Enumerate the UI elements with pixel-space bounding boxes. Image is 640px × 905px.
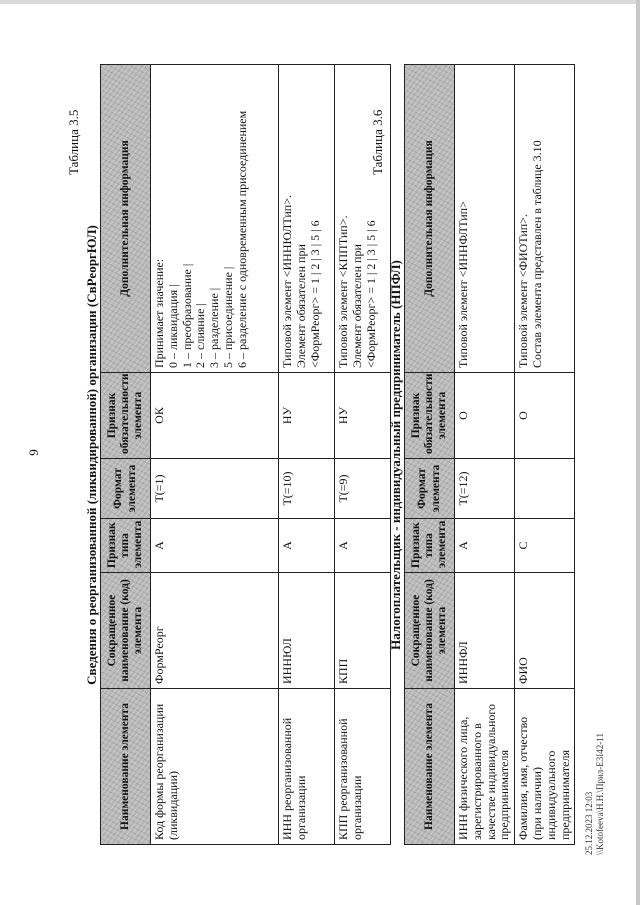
- element-name-cell: КПП реорганизованной организации: [335, 689, 391, 845]
- table-row: [279, 65, 335, 845]
- column-header: Дополнительная информация: [405, 65, 455, 373]
- table-row: [151, 65, 279, 845]
- element-required-cell: НУ: [335, 373, 391, 459]
- info-line: Типовой элемент <ФИОТип>.: [516, 214, 531, 368]
- element-format-cell: T(=1): [151, 459, 279, 519]
- element-format-cell: [515, 459, 575, 519]
- info-line: Типовой элемент <ИННЮЛТип>.: [280, 195, 294, 368]
- column-header: Наименование элемента: [405, 689, 455, 845]
- element-type-cell: А: [455, 519, 515, 573]
- info-line: <ФормРеорг> = 1 | 2 | 3 | 5 | 6: [363, 220, 378, 368]
- table-header-row: [405, 65, 455, 845]
- footer-path: \\Kotofeeva\Н.Н.\Прил-E3I42-11: [594, 733, 605, 855]
- info-line: Типовой элемент <КППТип>.: [336, 215, 350, 368]
- column-header: Сокращенное наименование (код) элемента: [101, 573, 151, 689]
- element-format-cell: T(=12): [455, 459, 515, 519]
- element-format-cell: T(=9): [335, 459, 391, 519]
- info-line: 6 – разделение с одновременным присоединением: [234, 110, 249, 368]
- element-info-cell: [151, 65, 279, 373]
- element-code-cell: ФИО: [515, 573, 575, 689]
- element-type-cell: А: [279, 519, 335, 573]
- footer-note: [584, 733, 606, 855]
- column-header: Наименование элемента: [101, 689, 151, 845]
- element-type-cell: А: [151, 519, 279, 573]
- info-line: Элемент обязателен при: [349, 244, 364, 368]
- table-row: [455, 65, 515, 845]
- info-line: 5 – присоединение |: [220, 266, 235, 368]
- table-row: [515, 65, 575, 845]
- element-required-cell: НУ: [279, 373, 335, 459]
- info-line: 1 – преобразование |: [179, 263, 194, 368]
- column-header: Сокращенное наименование (код) элемента: [405, 573, 455, 689]
- page-number: 9: [26, 449, 41, 456]
- table-label: Таблица 3.6: [370, 109, 385, 175]
- table-header-row: [101, 65, 151, 845]
- element-type-cell: С: [515, 519, 575, 573]
- element-required-cell: ОК: [151, 373, 279, 459]
- element-name-cell: ИНН реорганизованной организации: [279, 689, 335, 845]
- info-line: Элемент обязателен при: [293, 244, 308, 368]
- column-header: Дополнительная информация: [101, 65, 151, 373]
- info-line: 0 – ликвидация |: [165, 284, 180, 368]
- info-line: <ФормРеорг> = 1 | 2 | 3 | 5 | 6: [307, 220, 322, 368]
- column-header: Признак обязательности элемента: [101, 373, 151, 459]
- element-info-cell: [515, 65, 575, 373]
- element-info-cell: [455, 65, 515, 373]
- data-table: [404, 64, 575, 845]
- element-required-cell: О: [515, 373, 575, 459]
- column-header: Формат элемента: [101, 459, 151, 519]
- element-format-cell: T(=10): [279, 459, 335, 519]
- data-table: [100, 64, 391, 845]
- element-code-cell: КПП: [335, 573, 391, 689]
- column-header: Формат элемента: [405, 459, 455, 519]
- column-header: Признак обязательности элемента: [405, 373, 455, 459]
- element-name-cell: Код формы реорганизации (ликвидации): [151, 689, 279, 845]
- element-type-cell: А: [335, 519, 391, 573]
- info-line: Типовой элемент <ИННФЛТип>: [456, 201, 470, 368]
- info-line: 3 – разделение |: [207, 287, 222, 368]
- column-header: Признак типа элемента: [405, 519, 455, 573]
- info-line: Принимает значение:: [152, 258, 166, 368]
- element-required-cell: О: [455, 373, 515, 459]
- table-label: Таблица 3.5: [66, 109, 81, 175]
- info-line: 2 – слияние |: [193, 303, 208, 368]
- footer-date: 25.12.2023 12:03: [584, 791, 594, 855]
- element-code-cell: ИННФЛ: [455, 573, 515, 689]
- element-name-cell: ИНН физического лица, зарегистрированного в качестве индивидуального предпринимателя: [455, 689, 515, 845]
- column-header: Признак типа элемента: [101, 519, 151, 573]
- table-title: Налогоплательщик - индивидуальный предприниматель (НПФЛ): [388, 260, 403, 650]
- table-row: [335, 65, 391, 845]
- element-code-cell: ИННЮЛ: [279, 573, 335, 689]
- element-info-cell: [279, 65, 335, 373]
- info-line: Состав элемента представлен в таблице 3.10: [529, 140, 544, 368]
- element-name-cell: Фамилия, имя, отчество (при наличии) индивидуального предпринимателя: [515, 689, 575, 845]
- table-title: Сведения о реорганизованной (ликвидированной) организации (СвРеоргЮЛ): [84, 225, 99, 685]
- element-code-cell: ФормРеорг: [151, 573, 279, 689]
